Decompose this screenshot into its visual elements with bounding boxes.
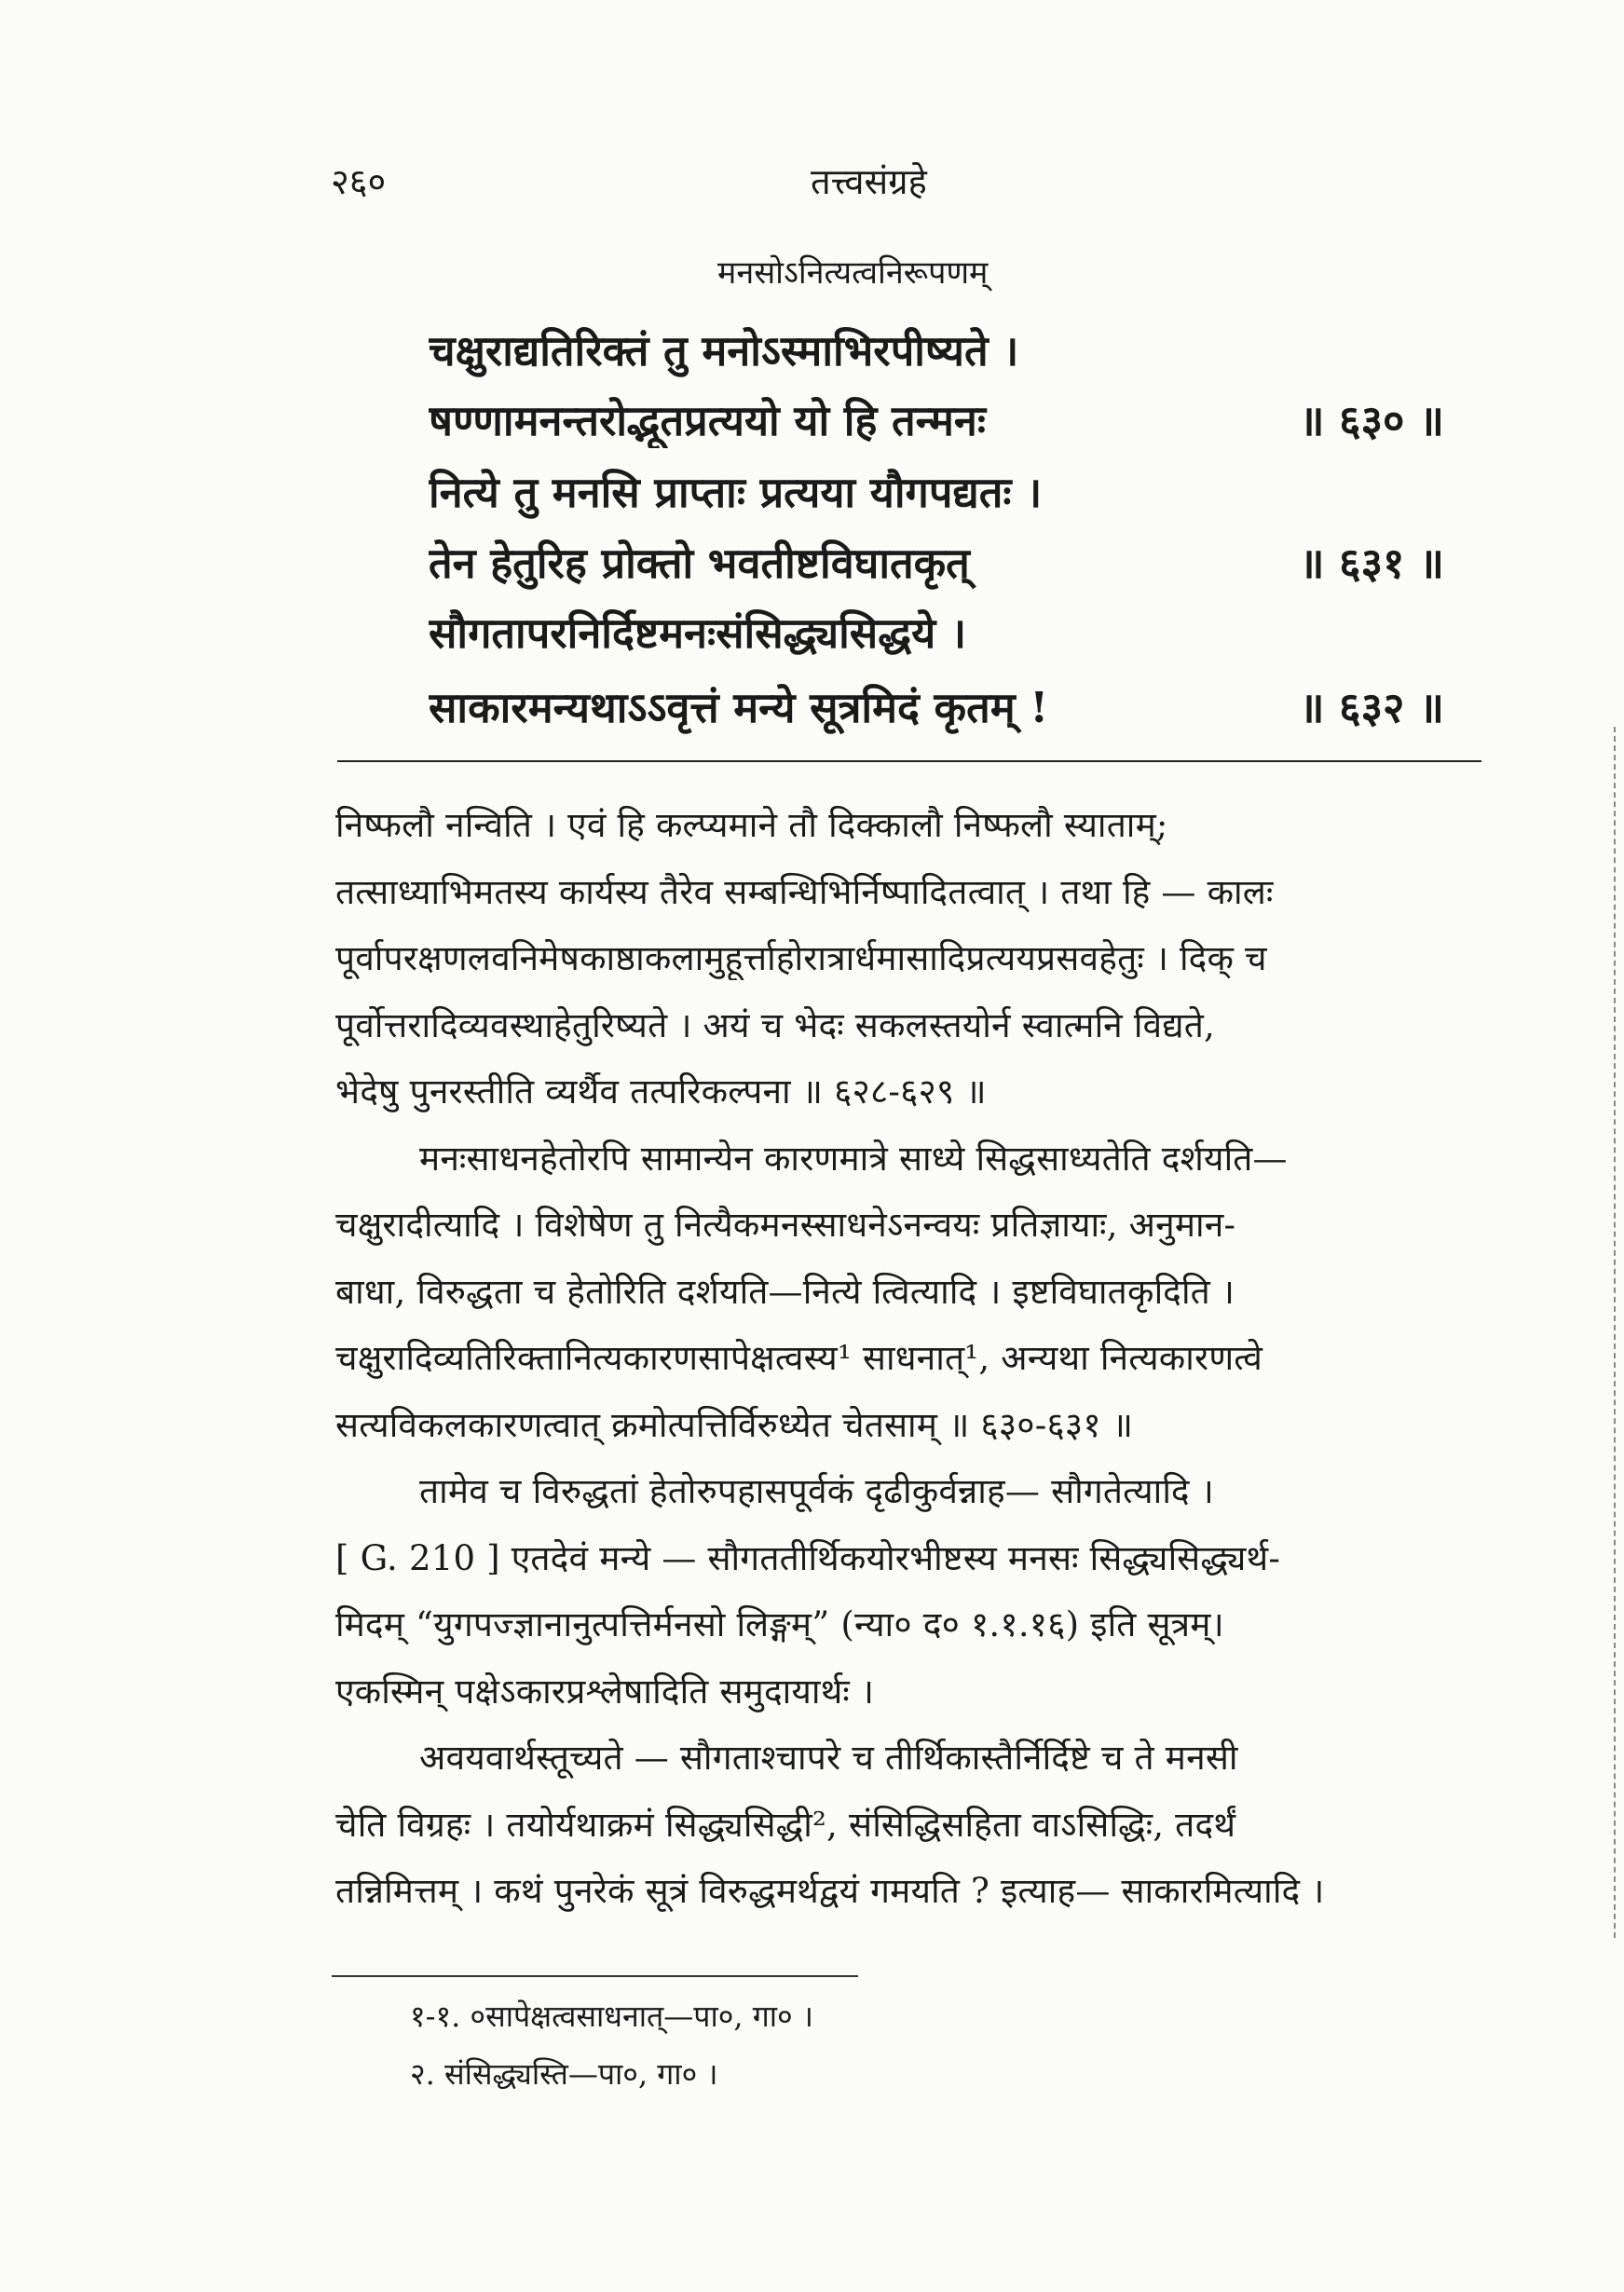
- verse-line: [429, 678, 1444, 735]
- verse-line: [429, 391, 1444, 448]
- verse-line: [429, 463, 1444, 520]
- commentary-line: बाधा, विरुद्धता च हेतोरिति दर्शयति—नित्ये त्वित्यादि । इष्टविघातकृदिति ।: [335, 1272, 1235, 1312]
- commentary-line: चक्षुरादिव्यतिरिक्तानित्यकारणसापेक्षत्वस्य¹ साधनात्¹, अन्यथा नित्यकारणत्वे: [335, 1338, 1263, 1378]
- commentary-line: मनःसाधनहेतोरपि सामान्येन कारणमात्रे साध्ये सिद्धसाध्यतेति दर्शयति—: [419, 1139, 1288, 1179]
- commentary-line: पूर्वापरक्षणलवनिमेषकाष्ठाकलामुहूर्त्ताहोरात्रार्धमासादिप्रत्ययप्रसवहेतुः । दिक् च: [335, 938, 1267, 978]
- commentary-line: तामेव च विरुद्धतां हेतोरुपहासपूर्वकं दृढीकुर्वन्नाह— सौगतेत्यादि ।: [419, 1471, 1214, 1511]
- verse-commentary-divider: [337, 760, 1481, 762]
- commentary-line: [ G. 210 ] एतदेवं मन्ये — सौगततीर्थिकयोरभीष्टस्य मनसः सिद्ध्यसिद्ध्यर्थ-: [335, 1538, 1281, 1578]
- verse-text: सौगतापरनिर्दिष्टमनःसंसिद्ध्यसिद्धये ।: [429, 608, 966, 658]
- footnote: २. संसिद्ध्यस्ति—पा०, गा० ।: [410, 2056, 718, 2092]
- commentary-line: सत्यविकलकारणत्वात् क्रमोत्पत्तिर्विरुध्येत चेतसाम् ॥ ६३०-६३१ ॥: [335, 1405, 1134, 1445]
- verse-line: [429, 604, 1444, 661]
- verse-line: [429, 534, 1444, 591]
- commentary-line: तन्निमित्तम् । कथं पुनरेकं सूत्रं विरुद्धमर्थद्वयं गमयति ? इत्याह— साकारमित्यादि ।: [335, 1871, 1325, 1911]
- verse-text: साकारमन्यथाऽऽवृत्तं मन्ये सूत्रमिदं कृतम् !: [429, 683, 1049, 732]
- footnote: १-१. ०सापेक्षत्वसाधनात्—पा०, गा० ।: [410, 1999, 813, 2034]
- verse-text: तेन हेतुरिह प्रोक्तो भवतीष्टविघातकृत्: [429, 539, 970, 588]
- verse-text: चक्षुराद्यतिरिक्तं तु मनोऽस्माभिरपीष्यते ।: [429, 326, 1019, 375]
- page-number: २६०: [331, 161, 387, 202]
- commentary-line: भेदेषु पुनरस्तीति व्यर्थैव तत्परिकल्पना ॥ ६२८-६२९ ॥: [335, 1071, 987, 1112]
- verse-number: ॥ ६३२ ॥: [1299, 683, 1444, 732]
- section-heading: मनसोऽनित्यत्वनिरूपणम्: [717, 254, 989, 292]
- commentary-line: निष्फलौ नन्विति । एवं हि कल्प्यमाने तौ दिक्कालौ निष्फलौ स्याताम्;: [335, 805, 1168, 845]
- commentary-line: पूर्वोत्तरादिव्यवस्थाहेतुरिष्यते । अयं च भेदः सकलस्तयोर्न स्वात्मनि विद्यते,: [335, 1005, 1215, 1045]
- verse-number: ॥ ६३१ ॥: [1299, 539, 1444, 588]
- footnote-divider: [332, 1975, 858, 1977]
- commentary-line: मिदम् “युगपज्ज्ञानानुत्पत्तिर्मनसो लिङ्गम्” (न्या० द० १.१.१६) इति सूत्रम्।: [335, 1604, 1224, 1644]
- verse-line: [429, 321, 1444, 378]
- commentary-line: चेति विग्रहः । तयोर्यथाक्रमं सिद्ध्यसिद्धी², संसिद्धिसहिता वाऽसिद्धिः, तदर्थं: [335, 1805, 1236, 1845]
- verse-number: ॥ ६३० ॥: [1299, 396, 1444, 445]
- commentary-line: अवयवार्थस्तूच्यते — सौगताश्चापरे च तीर्थिकास्तैर्निर्दिष्टे च ते मनसी: [419, 1738, 1238, 1778]
- running-title: तत्त्वसंग्रहे: [811, 161, 927, 202]
- verse-text: षण्णामनन्तरोद्भूतप्रत्ययो यो हि तन्मनः: [429, 396, 986, 445]
- verse-text: नित्ये तु मनसि प्राप्ताः प्रत्यया यौगपद्यतः ।: [429, 468, 1043, 517]
- commentary-line: तत्साध्याभिमतस्य कार्यस्य तैरेव सम्बन्धिभिर्निष्पादितत्वात् । तथा हि — कालः: [335, 872, 1274, 912]
- commentary-line: चक्षुरादीत्यादि । विशेषेण तु नित्यैकमनस्साधनेऽनन्वयः प्रतिज्ञायाः, अनुमान-: [335, 1205, 1236, 1245]
- commentary-line: एकस्मिन् पक्षेऽकारप्रश्लेषादिति समुदायार्थः ।: [335, 1671, 875, 1712]
- binding-edge: [1614, 727, 1619, 1938]
